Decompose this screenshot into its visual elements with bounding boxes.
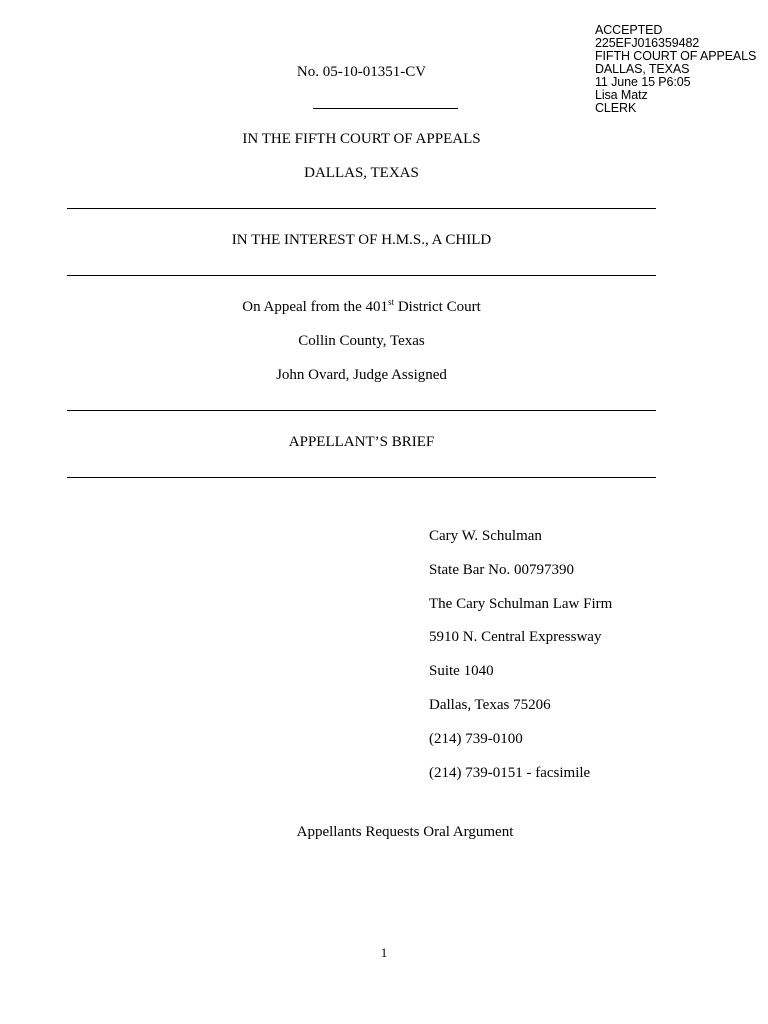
appeal-origin-ordinal: st (388, 297, 395, 307)
attorney-suite: Suite 1040 (429, 663, 494, 680)
court-name: IN THE FIFTH COURT OF APPEALS (242, 131, 481, 147)
appeal-origin (67, 299, 656, 316)
page-number: 1 (380, 945, 388, 960)
court-location: DALLAS, TEXAS (304, 165, 419, 181)
oral-argument-request: Appellants Requests Oral Argument (296, 824, 514, 840)
attorney-street: 5910 N. Central Expressway (429, 629, 602, 646)
appeal-origin-suffix: District Court (394, 299, 481, 315)
case-number-rule (313, 108, 458, 109)
appeal-origin-prefix: On Appeal from the 401 (242, 299, 389, 315)
attorney-block (429, 520, 612, 790)
stamp-line-clerk-title: CLERK (595, 101, 637, 115)
attorney-firm: The Cary Schulman Law Firm (429, 595, 613, 612)
stamp-line-datetime: 11 June 15 P6:05 (595, 75, 691, 89)
stamp-line-clerk-name: Lisa Matz (595, 88, 648, 102)
document-title: APPELLANT’S BRIEF (288, 434, 435, 450)
divider-1 (67, 208, 656, 209)
county: Collin County, Texas (298, 333, 425, 349)
stamp-line-envelope-id: 225EFJ016359482 (595, 36, 700, 50)
stamp-line-accepted: ACCEPTED (595, 23, 663, 37)
stamp-line-city: DALLAS, TEXAS (595, 62, 690, 76)
attorney-city: Dallas, Texas 75206 (429, 696, 551, 713)
judge: John Ovard, Judge Assigned (276, 367, 447, 383)
stamp-line-court: FIFTH COURT OF APPEALS (595, 49, 757, 63)
attorney-fax: (214) 739-0151 - facsimile (429, 764, 591, 781)
matter-title: IN THE INTEREST OF H.M.S., A CHILD (231, 232, 492, 248)
attorney-phone: (214) 739-0100 (429, 730, 523, 747)
divider-4 (67, 477, 656, 478)
attorney-name: Cary W. Schulman (429, 528, 542, 544)
attorney-bar-number: State Bar No. 00797390 (429, 561, 574, 578)
divider-2 (67, 275, 656, 276)
case-number: No. 05-10-01351-CV (296, 64, 427, 80)
divider-3 (67, 410, 656, 411)
